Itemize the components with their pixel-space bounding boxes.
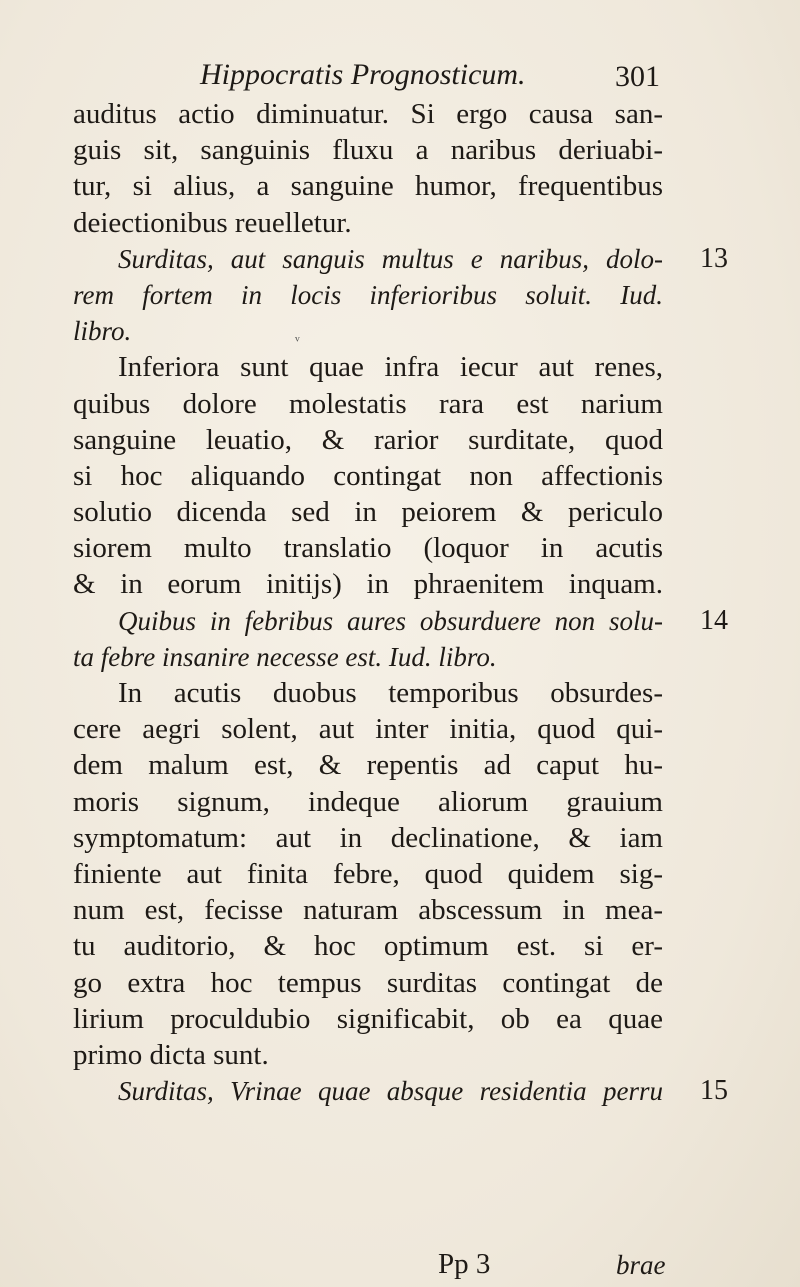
text-line: go extra hoc tempus surditas contingat de [73,966,663,999]
margin-number: 13 [700,242,728,274]
text-line: auditus actio diminuatur. Si ergo causa san- [73,98,663,130]
text-line: primo dicta sunt. [73,1038,269,1071]
text-line: tu auditorio, & hoc optimum est. si er- [73,930,663,963]
text-line: guis sit, sanguinis fluxu a naribus deriuabi- [73,134,663,167]
text-line: solutio dicenda sed in peiorem & periculo [73,496,663,529]
text-line: Quibus in febribus aures obsurduere non solu- [118,605,663,636]
page-header [200,58,670,98]
text-line: rem fortem in locis inferioribus soluit. Iud. [73,279,663,310]
catchword: brae [616,1250,666,1280]
text-line: In acutis duobus temporibus obsurdes- [118,677,663,709]
text-line: ta febre insanire necesse est. Iud. libro. [73,641,497,672]
margin-number: 15 [700,1075,728,1107]
text-line: quibus dolore molestatis rara est narium [73,387,663,420]
signature-mark: Pp 3 [438,1248,491,1280]
text-line: Inferiora sunt quae infra iecur aut renes, [118,351,663,384]
text-line: deiectionibus reuelletur. [73,206,352,239]
insertion-mark: ᵛ [295,333,300,350]
margin-number: 14 [700,604,728,636]
text-line: cere aegri solent, aut inter initia, quod qui- [73,713,663,746]
text-line: tur, si alius, a sanguine humor, frequentibus [73,170,663,203]
text-line: symptomatum: aut in declinatione, & iam [73,821,663,854]
body-text [73,96,663,1109]
text-line: moris signum, indeque aliorum grauium [73,785,663,818]
text-line: lirium proculdubio significabit, ob ea quae [73,1002,663,1035]
text-line: libro. [73,316,132,347]
text-line: num est, fecisse naturam abscessum in mea- [73,894,663,927]
text-line: si hoc aliquando contingat non affectionis [73,459,663,492]
text-line: Surditas, aut sanguis multus e naribus, dolo- [118,243,663,274]
running-title: Hippocratis Prognosticum. [200,58,526,91]
text-line: dem malum est, & repentis ad caput hu- [73,749,663,782]
page-number: 301 [615,60,660,93]
text-line: & in eorum initijs) in phraenitem inquam. [73,568,663,601]
text-line: Surditas, Vrinae quae absque residentia perru [118,1076,663,1107]
text-line: finiente aut finita febre, quod quidem sig- [73,857,663,890]
text-line: sanguine leuatio, & rarior surditate, quod [73,423,663,456]
text-line: siorem multo translatio (loquor in acutis [73,532,663,565]
